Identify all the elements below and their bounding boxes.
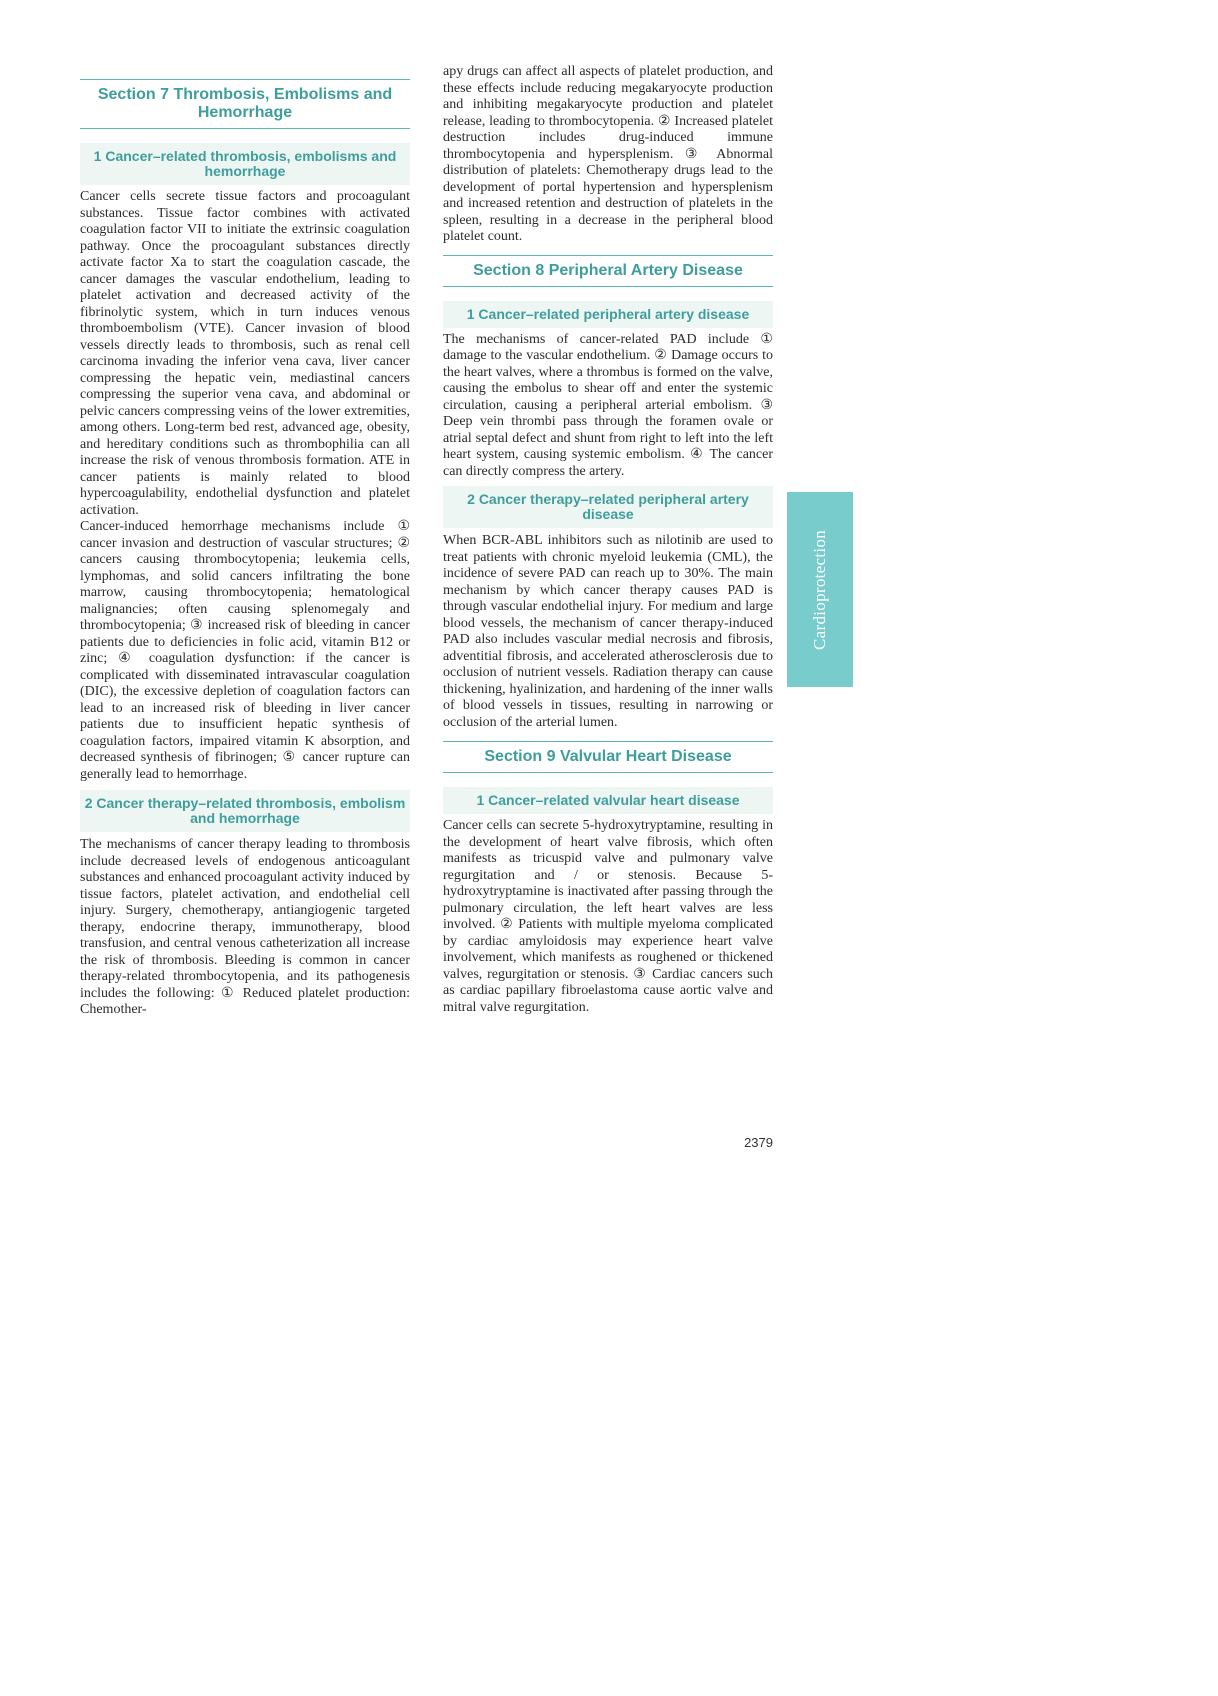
therapy-pad-paragraph: When BCR-ABL inhibitors such as nilotinib are used to treat patients with chronic myeloid leukemia (CML), the incidence of severe PAD can reach up to 30%. The main mechanism by which cancer therapy causes PAD is through vascular endothelial injury. For medium and large blood vessels, the mechanism of cancer therapy-induced PAD also includes vascular medial necrosis and fibrosis, adventitial fibrosis, and accelerated atherosclerosis due to occlusion of nutrient vessels. Radiation therapy can cause thickening, hyalinization, and hardening of the inner walls of blood vessels in tissues, resulting in narrowing or occlusion of the arterial lumen. (443, 533, 773, 730)
subsection-therapy-related-pad-heading: 2 Cancer therapy–related peripheral artery disease (443, 486, 773, 528)
chapter-side-tab (787, 492, 853, 687)
cancer-hemorrhage-paragraph: Cancer-induced hemorrhage mechanisms include ① cancer invasion and destruction of vascular structures; ② cancers causing thrombocytopenia; leukemia cells, lymphomas, and solid cancers infiltrating the bone marrow, causing thrombocytopenia; hematological malignancies; often causing splenomegaly and thrombocytopenia; ③ increased risk of bleeding in cancer patients due to deficiencies in folic acid, vitamin B12 or zinc; ④ coagulation dysfunction: if the cancer is complicated with disseminated intravascular coagulation (DIC), the excessive depletion of coagulation factors can lead to an increased risk of bleeding in liver cancer patients due to insufficient hepatic synthesis of coagulation factors, impaired vitamin K absorption, and decreased synthesis of fibrinogen; ⑤ cancer rupture can generally lead to hemorrhage. (80, 519, 410, 782)
subsection-cancer-related-pad-heading: 1 Cancer–related peripheral artery disease (443, 301, 773, 328)
right-column (443, 64, 773, 1016)
cancer-thrombosis-paragraph: Cancer cells secrete tissue factors and procoagulant substances. Tissue factor combines with activated coagulation factor VII to initiate the extrinsic coagulation pathway. Once the procoagulant substances directly activate factor Xa to start the coagulation cascade, the cancer damages the vascular endothelium, leading to platelet activation and decreased activity of the fibrinolytic system, which in turn induces venous thromboembolism (VTE). Cancer invasion of blood vessels directly leads to thrombosis, such as renal cell carcinoma invading the inferior vena cava, liver cancer compressing the hepatic vein, mediastinal cancers compressing the superior vena cava, and abdominal or pelvic cancers compressing veins of the lower extremities, among others. Long-term bed rest, advanced age, obesity, and hereditary conditions such as thrombophilia can all increase the risk of venous thrombosis formation. ATE in cancer patients is mainly related to blood hypercoagulability, endothelial dysfunction and platelet activation. (80, 189, 410, 518)
subsection-cancer-related-valvular-heading: 1 Cancer–related valvular heart disease (443, 787, 773, 814)
subsection-therapy-related-thrombosis-heading: 2 Cancer therapy–related thrombosis, embolism and hemorrhage (80, 790, 410, 832)
page-number: 2379 (744, 1135, 773, 1150)
section-9-heading: Section 9 Valvular Heart Disease (443, 741, 773, 773)
cancer-valvular-paragraph: Cancer cells can secrete 5-hydroxytryptamine, resulting in the development of heart valve fibrosis, which often manifests as tricuspid valve and pulmonary valve regurgitation and / or stenosis. Because 5-hydroxytryptamine is inactivated after passing through the pulmonary circulation, the left heart valves are less involved. ② Patients with multiple myeloma complicated by cardiac amyloidosis may experience heart valve involvement, which manifests as roughened or thickened valves, regurgitation or stenosis. ③ Cardiac cancers such as cardiac papillary fibroelastoma cause aortic valve and mitral valve regurgitation. (443, 818, 773, 1015)
section-8-heading: Section 8 Peripheral Artery Disease (443, 255, 773, 287)
section-7-heading: Section 7 Thrombosis, Embolisms and Hemorrhage (80, 79, 410, 129)
side-tab-label: Cardioprotection (810, 529, 829, 650)
cancer-pad-paragraph: The mechanisms of cancer-related PAD include ① damage to the vascular endothelium. ② Damage occurs to the heart valves, where a thrombus is formed on the valve, causing the embolus to shear off and enter the systemic circulation, causing a peripheral arterial embolism. ③ Deep vein thrombi pass through the foramen ovale or atrial septal defect and shunt from right to left into the left heart system, causing systemic embolism. ④ The cancer can directly compress the artery. (443, 331, 773, 479)
subsection-cancer-related-thrombosis-heading: 1 Cancer–related thrombosis, embolisms and hemorrhage (80, 143, 410, 185)
therapy-thrombosis-paragraph: The mechanisms of cancer therapy leading to thrombosis include decreased levels of endogenous anticoagulant substances and enhanced procoagulant activity induced by tissue factors, platelet activation, and endothelial cell injury. Surgery, chemotherapy, antiangiogenic targeted therapy, endocrine therapy, immunotherapy, blood transfusion, and central venous catheterization all increase the risk of thrombosis. Bleeding is common in cancer therapy-related thrombocytopenia, and its pathogenesis includes the following: ① Reduced platelet production: Chemother- (80, 837, 410, 1017)
continued-paragraph: apy drugs can affect all aspects of platelet production, and these effects include reducing megakaryocyte production and inhibiting megakaryocyte production and platelet release, leading to thrombocytopenia. ② Increased platelet destruction includes drug-induced immune thrombocytopenia and hypersplenism. ③ Abnormal distribution of platelets: Chemotherapy drugs lead to the development of portal hypertension and hypersplenism and increased retention and destruction of platelets in the spleen, resulting in a decrease in the peripheral blood platelet count. (443, 64, 773, 244)
left-column (80, 64, 410, 1019)
